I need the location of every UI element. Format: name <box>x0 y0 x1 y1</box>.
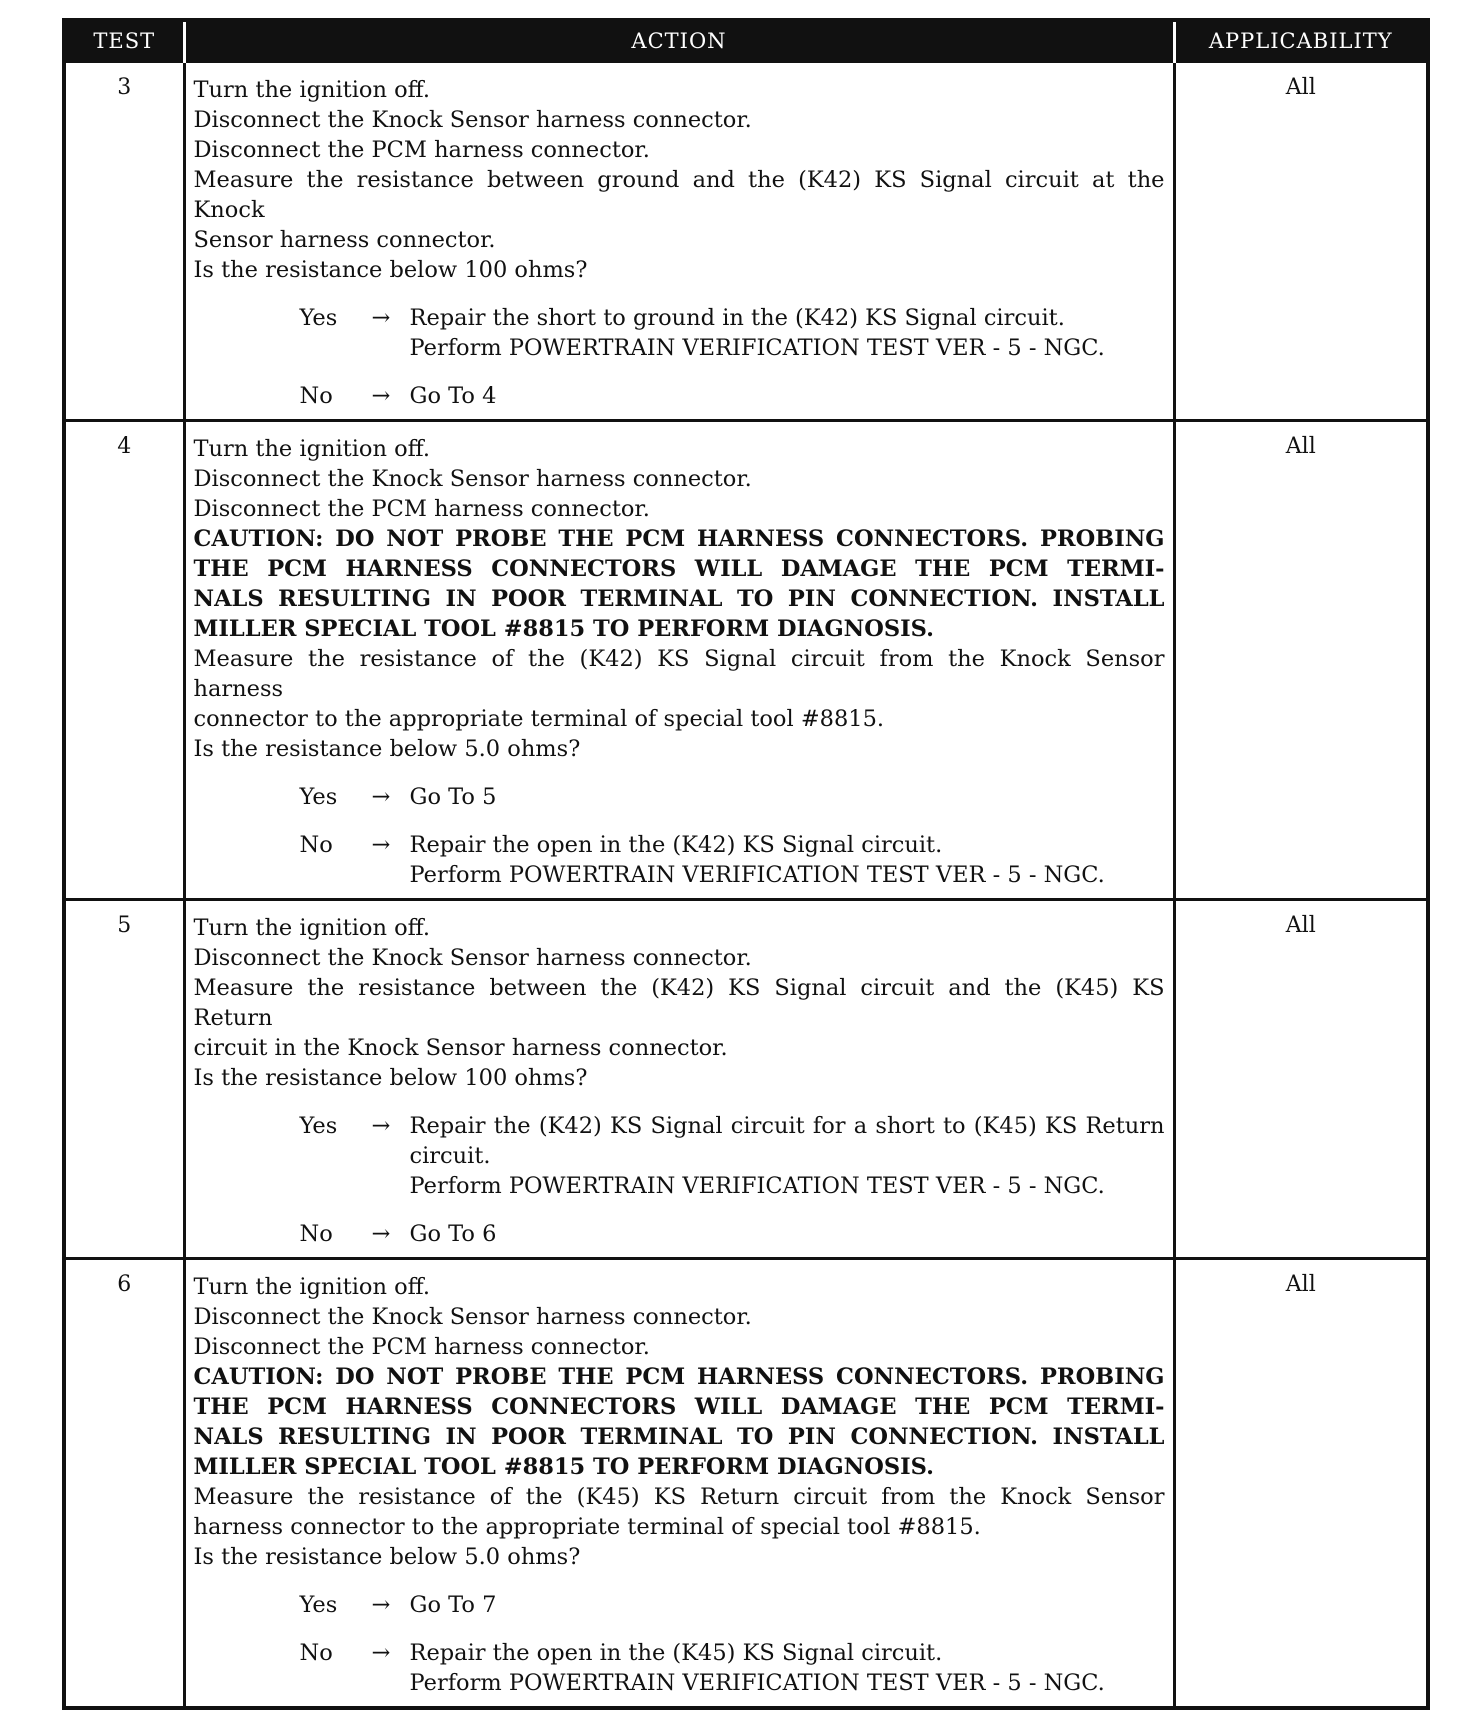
result-line: Repair the open in the (K42) KS Signal circuit. <box>409 832 943 858</box>
result-line: Repair the open in the (K45) KS Signal circuit. <box>409 1640 943 1666</box>
no-outcome <box>300 1638 1165 1698</box>
result-line: Perform POWERTRAIN VERIFICATION TEST VER - 5 - NGC. <box>409 335 1105 361</box>
step-line: Measure the resistance of the (K42) KS Signal circuit from the Knock Sensor harness <box>193 646 1165 702</box>
test-number: 4 <box>64 421 184 900</box>
caution-line: THE PCM HARNESS CONNECTORS WILL DAMAGE THE PCM TERMI- <box>193 556 1165 582</box>
step-line: Measure the resistance between the (K42) KS Signal circuit and the (K45) KS Return <box>193 975 1165 1031</box>
yes-label: Yes <box>299 305 338 331</box>
result-line: Perform POWERTRAIN VERIFICATION TEST VER - 5 - NGC. <box>409 1173 1105 1199</box>
step-line: Is the resistance below 100 ohms? <box>193 1065 588 1091</box>
yes-outcome <box>300 1590 1165 1620</box>
arrow-right-icon: → <box>371 784 391 810</box>
no-result <box>410 1219 1165 1249</box>
arrow-right-icon: → <box>371 1640 391 1666</box>
caution-line: NALS RESULTING IN POOR TERMINAL TO PIN CONNECTION. INSTALL <box>193 586 1165 612</box>
step-line: Disconnect the PCM harness connector. <box>193 137 650 163</box>
yes-result <box>410 782 1165 812</box>
step-line: Disconnect the Knock Sensor harness connector. <box>193 1304 752 1330</box>
action-cell <box>184 900 1174 1259</box>
step-line: Turn the ignition off. <box>193 1274 430 1300</box>
applicability-value: All <box>1174 421 1428 900</box>
step-line: Turn the ignition off. <box>193 77 430 103</box>
step-line: Is the resistance below 5.0 ohms? <box>193 1544 581 1570</box>
arrow-right-icon: → <box>371 383 391 409</box>
no-result <box>410 1638 1165 1698</box>
table-row <box>64 62 1428 421</box>
no-label: No <box>299 383 333 409</box>
arrow-right-icon: → <box>371 305 391 331</box>
yes-label: Yes <box>299 1592 338 1618</box>
step-line: harness connector to the appropriate terminal of special tool #8815. <box>193 1514 981 1540</box>
result-line: Go To 4 <box>409 383 497 409</box>
result-line: Go To 6 <box>409 1221 497 1247</box>
action-cell <box>184 421 1174 900</box>
yes-result <box>410 1111 1165 1201</box>
applicability-value: All <box>1174 900 1428 1259</box>
action-cell <box>184 62 1174 421</box>
no-result <box>410 830 1165 890</box>
table-row <box>64 1259 1428 1709</box>
test-number: 5 <box>64 900 184 1259</box>
yes-label: Yes <box>299 1113 338 1139</box>
step-line: Sensor harness connector. <box>193 227 496 253</box>
step-line: Turn the ignition off. <box>193 436 430 462</box>
yes-result <box>410 303 1165 363</box>
no-label: No <box>299 832 333 858</box>
applicability-value: All <box>1174 62 1428 421</box>
action-cell <box>184 1259 1174 1709</box>
result-line: Go To 7 <box>409 1592 497 1618</box>
no-label: No <box>299 1640 333 1666</box>
arrow-right-icon: → <box>371 832 391 858</box>
applicability-value: All <box>1174 1259 1428 1709</box>
header-applicability: APPLICABILITY <box>1174 20 1428 62</box>
caution-line: NALS RESULTING IN POOR TERMINAL TO PIN CONNECTION. INSTALL <box>193 1424 1165 1450</box>
no-outcome <box>300 830 1165 890</box>
step-line: Measure the resistance of the (K45) KS Return circuit from the Knock Sensor <box>193 1484 1165 1510</box>
no-outcome <box>300 1219 1165 1249</box>
caution-line: CAUTION: DO NOT PROBE THE PCM HARNESS CONNECTORS. PROBING <box>193 526 1165 552</box>
table-header-row <box>64 20 1428 62</box>
no-label: No <box>299 1221 333 1247</box>
test-number: 3 <box>64 62 184 421</box>
step-line: Disconnect the Knock Sensor harness connector. <box>193 945 752 971</box>
step-line: Disconnect the Knock Sensor harness connector. <box>193 107 752 133</box>
yes-outcome <box>300 1111 1165 1201</box>
caution-line: CAUTION: DO NOT PROBE THE PCM HARNESS CONNECTORS. PROBING <box>193 1364 1165 1390</box>
test-number: 6 <box>64 1259 184 1709</box>
caution-line: MILLER SPECIAL TOOL #8815 TO PERFORM DIAGNOSIS. <box>193 1454 934 1480</box>
step-line: connector to the appropriate terminal of special tool #8815. <box>193 706 885 732</box>
yes-outcome <box>300 303 1165 363</box>
result-line: Perform POWERTRAIN VERIFICATION TEST VER - 5 - NGC. <box>409 1670 1105 1696</box>
yes-result <box>410 1590 1165 1620</box>
step-line: Turn the ignition off. <box>193 915 430 941</box>
step-line: Measure the resistance between ground and the (K42) KS Signal circuit at the Knock <box>193 167 1165 223</box>
diagnostic-test-table <box>62 18 1430 1710</box>
arrow-right-icon: → <box>371 1113 391 1139</box>
step-line: Disconnect the Knock Sensor harness connector. <box>193 466 752 492</box>
step-line: circuit in the Knock Sensor harness connector. <box>193 1035 728 1061</box>
step-line: Disconnect the PCM harness connector. <box>193 496 650 522</box>
header-test: TEST <box>64 20 184 62</box>
no-outcome <box>300 381 1165 411</box>
step-line: Is the resistance below 100 ohms? <box>193 257 588 283</box>
arrow-right-icon: → <box>371 1592 391 1618</box>
caution-line: THE PCM HARNESS CONNECTORS WILL DAMAGE THE PCM TERMI- <box>193 1394 1165 1420</box>
table-row <box>64 900 1428 1259</box>
result-line: Go To 5 <box>409 784 497 810</box>
step-line: Disconnect the PCM harness connector. <box>193 1334 650 1360</box>
result-line: Repair the (K42) KS Signal circuit for a short to (K45) KS Return <box>409 1113 1165 1139</box>
caution-line: MILLER SPECIAL TOOL #8815 TO PERFORM DIAGNOSIS. <box>193 616 934 642</box>
no-result <box>410 381 1165 411</box>
yes-outcome <box>300 782 1165 812</box>
step-line: Is the resistance below 5.0 ohms? <box>193 736 581 762</box>
result-line: circuit. <box>409 1143 491 1169</box>
result-line: Repair the short to ground in the (K42) KS Signal circuit. <box>409 305 1065 331</box>
result-line: Perform POWERTRAIN VERIFICATION TEST VER - 5 - NGC. <box>409 862 1105 888</box>
yes-label: Yes <box>299 784 338 810</box>
header-action: ACTION <box>184 20 1174 62</box>
arrow-right-icon: → <box>371 1221 391 1247</box>
table-row <box>64 421 1428 900</box>
